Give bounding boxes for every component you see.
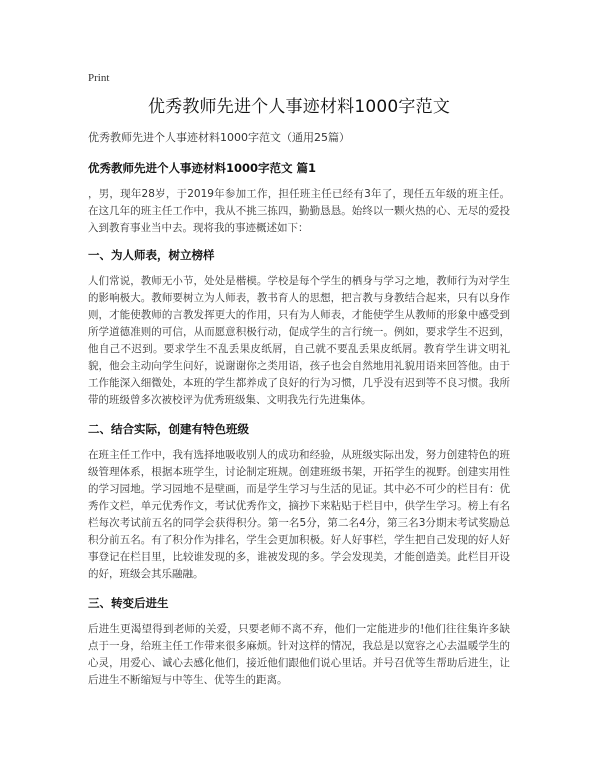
section-heading: 一、为人师表，树立榜样 [88,248,215,262]
page-title: 优秀教师先进个人事迹材料1000字范文 [147,97,451,117]
section-heading: 二、结合实际，创建有特色班级 [88,422,249,436]
intro-paragraph: ，男，现年28岁，于2019年参加工作，担任班主任已经有3年了，现任五年级的班主任。在这几年的班主任工作中，我从不挑三拣四，勤勤恳恳。始终以一颗火热的心、无尽的爱投入到教育事业当中去。现将我的事迹概述如下： [88,188,510,234]
section-paragraph: 在班主任工作中，我有选择地吸收别人的成功和经验，从班级实际出发，努力创建特色的班级管理体系，根据本班学生，讨论制定班规。创建班级书架，开拓学生的视野。创建实用性的学习园地。学习园地不是壁画，而是学生学习与生活的见证。其中必不可少的栏目有：优秀作文栏，单元优秀作文，考试优秀作文，摘抄下来粘贴于栏目中，供学生学习。榜上有名栏每次考试前五名的同学会获得积分。第一名5分，第二名4分，第三名3分期末考试奖励总积分前五名。有了积分作为排名，学生会更加积极。好人好事栏，学生把自己发现的好人好事登记在栏目里，比较谁发现的多，谁被发现的多。学会发现美，才能创造美。此栏目开设的好，班级会其乐融融。 [88,449,510,580]
article-heading: 优秀教师先进个人事迹材料1000字范文 篇1 [88,161,317,175]
section-heading: 三、转变后进生 [88,596,169,610]
document-subtitle: 优秀教师先进个人事迹材料1000字范文（通用25篇） [88,131,350,144]
section-paragraph: 人们常说，教师无小节，处处是楷模。学校是每个学生的栖身与学习之地，教师行为对学生的影响极大。教师要树立为人师表，教书育人的思想，把言教与身教结合起来，只有以身作则，才能使教师的言教发挥更大的作用，只有为人师表，才能使学生从教师的形象中感受到所学道德准则的可信，从而愿意积极行动，促成学生的言行统一。例如，要求学生不迟到，他自己不迟到。要求学生不乱丢果皮纸屑，自己就不要乱丢果皮纸屑。教育学生讲文明礼貌，他会主动向学生问好，说谢谢你之类用语，孩子也会自然地用礼貌用语来回答他。由于工作能深入细微处，本班的学生都养成了良好的行为习惯，几乎没有迟到等不良习惯。我所带的班级曾多次被校评为优秀班级集、文明我先行先进集体。 [88,275,510,406]
print-label: Print [88,72,110,84]
section-paragraph: 后进生更渴望得到老师的关爱，只要老师不离不弃，他们一定能进步的!他们往往集许多缺点于一身，给班主任工作带来很多麻烦。针对这样的情况，我总是以宽容之心去温暖学生的心灵，用爱心、诚心去感化他们，接近他们跟他们说心里话。并号召优等生帮助后进生，让后进生不断缩短与中等生、优等生的距离。 [88,623,510,686]
